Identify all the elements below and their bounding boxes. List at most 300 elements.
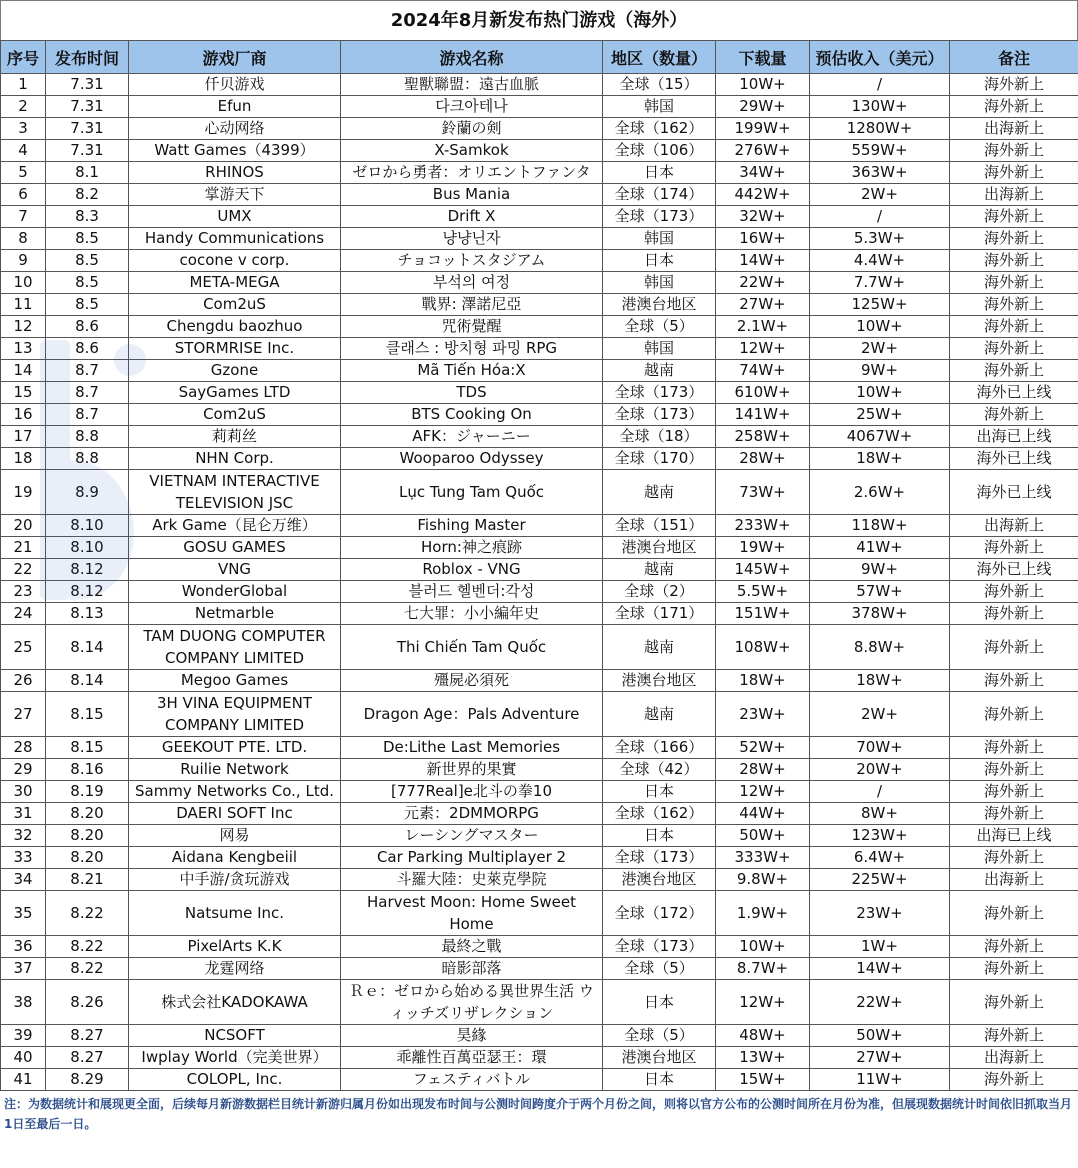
cell-region: 全球（42） (603, 759, 716, 781)
cell-revenue: 10W+ (810, 316, 950, 338)
cell-downloads: 22W+ (716, 272, 810, 294)
cell-region: 港澳台地区 (603, 294, 716, 316)
cell-index: 24 (1, 603, 46, 625)
cell-revenue: 9W+ (810, 559, 950, 581)
cell-index: 22 (1, 559, 46, 581)
cell-region: 日本 (603, 250, 716, 272)
cell-release-date: 8.1 (46, 162, 129, 184)
cell-region: 韩国 (603, 96, 716, 118)
cell-publisher: 龙霆网络 (129, 958, 341, 980)
cell-publisher: Aidana Kengbeiil (129, 847, 341, 869)
cell-downloads: 12W+ (716, 781, 810, 803)
cell-index: 3 (1, 118, 46, 140)
cell-downloads: 14W+ (716, 250, 810, 272)
cell-release-date: 8.22 (46, 958, 129, 980)
cell-downloads: 108W+ (716, 625, 810, 670)
table-row (1, 803, 1078, 825)
cell-downloads: 23W+ (716, 692, 810, 737)
cell-revenue: 6.4W+ (810, 847, 950, 869)
cell-release-date: 8.6 (46, 338, 129, 360)
cell-game-name: 다크아테나 (341, 96, 603, 118)
cell-downloads: 29W+ (716, 96, 810, 118)
cell-index: 40 (1, 1047, 46, 1069)
cell-game-name: 昊緣 (341, 1025, 603, 1047)
cell-region: 韩国 (603, 272, 716, 294)
cell-publisher: Megoo Games (129, 670, 341, 692)
table-row (1, 338, 1078, 360)
table-row (1, 847, 1078, 869)
cell-region: 全球（173） (603, 404, 716, 426)
cell-remark: 海外新上 (950, 980, 1078, 1025)
cell-index: 7 (1, 206, 46, 228)
cell-revenue: 363W+ (810, 162, 950, 184)
cell-index: 4 (1, 140, 46, 162)
cell-release-date: 8.21 (46, 869, 129, 891)
cell-publisher: Ruilie Network (129, 759, 341, 781)
cell-downloads: 610W+ (716, 382, 810, 404)
cell-game-name: Lục Tung Tam Quốc (341, 470, 603, 515)
cell-index: 1 (1, 74, 46, 96)
cell-remark: 海外新上 (950, 162, 1078, 184)
cell-release-date: 8.13 (46, 603, 129, 625)
cell-game-name: 新世界的果實 (341, 759, 603, 781)
cell-revenue: 4.4W+ (810, 250, 950, 272)
cell-region: 全球（5） (603, 316, 716, 338)
cell-remark: 海外新上 (950, 670, 1078, 692)
cell-release-date: 7.31 (46, 96, 129, 118)
cell-downloads: 48W+ (716, 1025, 810, 1047)
header-revenue: 预估收入（美元） (810, 41, 950, 74)
cell-revenue: 23W+ (810, 891, 950, 936)
cell-region: 港澳台地区 (603, 537, 716, 559)
cell-region: 越南 (603, 360, 716, 382)
cell-remark: 出海新上 (950, 118, 1078, 140)
cell-downloads: 12W+ (716, 338, 810, 360)
cell-game-name: チョコットスタジアム (341, 250, 603, 272)
cell-remark: 海外新上 (950, 338, 1078, 360)
cell-remark: 海外新上 (950, 96, 1078, 118)
cell-downloads: 19W+ (716, 537, 810, 559)
header-release-date: 发布时间 (46, 41, 129, 74)
table-row (1, 316, 1078, 338)
cell-release-date: 8.27 (46, 1047, 129, 1069)
cell-revenue: 25W+ (810, 404, 950, 426)
cell-game-name: X-Samkok (341, 140, 603, 162)
cell-downloads: 442W+ (716, 184, 810, 206)
cell-downloads: 28W+ (716, 759, 810, 781)
table-row (1, 692, 1078, 737)
cell-game-name: 殭屍必須死 (341, 670, 603, 692)
cell-release-date: 8.2 (46, 184, 129, 206)
cell-release-date: 7.31 (46, 74, 129, 96)
cell-publisher: Com2uS (129, 294, 341, 316)
cell-remark: 海外新上 (950, 692, 1078, 737)
cell-revenue: 118W+ (810, 515, 950, 537)
cell-game-name: Dragon Age：Pals Adventure (341, 692, 603, 737)
cell-release-date: 8.5 (46, 250, 129, 272)
cell-revenue: 2.6W+ (810, 470, 950, 515)
cell-release-date: 8.15 (46, 737, 129, 759)
footnote: 注：为数据统计和展现更全面，后续每月新游数据栏目统计新游归属月份如出现发布时间与公测时间跨度介于两个月份之间，则将以官方公布的公测时间所在月份为准，但展现数据统计时间依旧抓取当月1日至最后一日。 (4, 1097, 1073, 1131)
cell-release-date: 8.14 (46, 670, 129, 692)
cell-region: 越南 (603, 692, 716, 737)
cell-region: 越南 (603, 625, 716, 670)
cell-revenue: 9W+ (810, 360, 950, 382)
header-index: 序号 (1, 41, 46, 74)
cell-publisher: STORMRISE Inc. (129, 338, 341, 360)
cell-revenue: 5.3W+ (810, 228, 950, 250)
cell-index: 13 (1, 338, 46, 360)
cell-downloads: 52W+ (716, 737, 810, 759)
cell-release-date: 8.8 (46, 426, 129, 448)
cell-revenue: / (810, 74, 950, 96)
cell-index: 34 (1, 869, 46, 891)
cell-publisher: TAM DUONG COMPUTER COMPANY LIMITED (129, 625, 341, 670)
table-row (1, 1047, 1078, 1069)
cell-index: 5 (1, 162, 46, 184)
header-game-name: 游戏名称 (341, 41, 603, 74)
cell-remark: 海外新上 (950, 847, 1078, 869)
cell-index: 36 (1, 936, 46, 958)
cell-release-date: 8.20 (46, 825, 129, 847)
table-row (1, 1069, 1078, 1091)
cell-index: 14 (1, 360, 46, 382)
cell-revenue: 4067W+ (810, 426, 950, 448)
cell-remark: 海外新上 (950, 537, 1078, 559)
cell-release-date: 8.15 (46, 692, 129, 737)
cell-revenue: 57W+ (810, 581, 950, 603)
cell-publisher: Handy Communications (129, 228, 341, 250)
cell-remark: 海外新上 (950, 272, 1078, 294)
cell-region: 全球（174） (603, 184, 716, 206)
cell-remark: 海外新上 (950, 958, 1078, 980)
cell-publisher: 心动网络 (129, 118, 341, 140)
cell-remark: 海外新上 (950, 737, 1078, 759)
cell-release-date: 8.8 (46, 448, 129, 470)
cell-downloads: 1.9W+ (716, 891, 810, 936)
cell-remark: 海外新上 (950, 1025, 1078, 1047)
cell-downloads: 333W+ (716, 847, 810, 869)
cell-publisher: VNG (129, 559, 341, 581)
cell-revenue: 10W+ (810, 382, 950, 404)
cell-revenue: 11W+ (810, 1069, 950, 1091)
cell-release-date: 8.5 (46, 272, 129, 294)
cell-index: 37 (1, 958, 46, 980)
cell-downloads: 199W+ (716, 118, 810, 140)
cell-release-date: 8.12 (46, 559, 129, 581)
cell-downloads: 13W+ (716, 1047, 810, 1069)
cell-remark: 出海新上 (950, 869, 1078, 891)
cell-index: 6 (1, 184, 46, 206)
cell-region: 韩国 (603, 338, 716, 360)
cell-game-name: BTS Cooking On (341, 404, 603, 426)
cell-index: 19 (1, 470, 46, 515)
cell-remark: 海外新上 (950, 74, 1078, 96)
cell-revenue: 378W+ (810, 603, 950, 625)
cell-revenue: 70W+ (810, 737, 950, 759)
table-title: 2024年8月新发布热门游戏（海外） (0, 0, 1078, 40)
cell-downloads: 10W+ (716, 74, 810, 96)
cell-publisher: 株式会社KADOKAWA (129, 980, 341, 1025)
cell-remark: 海外新上 (950, 603, 1078, 625)
cell-release-date: 8.12 (46, 581, 129, 603)
cell-downloads: 44W+ (716, 803, 810, 825)
cell-publisher: 网易 (129, 825, 341, 847)
cell-game-name: Thi Chiến Tam Quốc (341, 625, 603, 670)
cell-region: 韩国 (603, 228, 716, 250)
cell-revenue: 50W+ (810, 1025, 950, 1047)
games-table (0, 40, 1078, 1091)
table-body (1, 74, 1078, 1091)
table-row (1, 250, 1078, 272)
cell-region: 全球（106） (603, 140, 716, 162)
cell-index: 31 (1, 803, 46, 825)
cell-publisher: GOSU GAMES (129, 537, 341, 559)
cell-index: 35 (1, 891, 46, 936)
cell-remark: 海外新上 (950, 891, 1078, 936)
cell-index: 30 (1, 781, 46, 803)
cell-publisher: PixelArts K.K (129, 936, 341, 958)
table-row (1, 184, 1078, 206)
cell-region: 全球（18） (603, 426, 716, 448)
cell-release-date: 8.10 (46, 515, 129, 537)
cell-release-date: 8.22 (46, 936, 129, 958)
cell-publisher: 掌游天下 (129, 184, 341, 206)
cell-publisher: META-MEGA (129, 272, 341, 294)
cell-revenue: 123W+ (810, 825, 950, 847)
cell-remark: 出海已上线 (950, 426, 1078, 448)
cell-index: 39 (1, 1025, 46, 1047)
cell-release-date: 8.10 (46, 537, 129, 559)
table-row (1, 294, 1078, 316)
table-row (1, 759, 1078, 781)
cell-game-name: Fishing Master (341, 515, 603, 537)
cell-release-date: 8.5 (46, 228, 129, 250)
cell-revenue: 41W+ (810, 537, 950, 559)
cell-release-date: 8.14 (46, 625, 129, 670)
cell-publisher: DAERI SOFT Inc (129, 803, 341, 825)
table-row (1, 96, 1078, 118)
cell-game-name: 暗影部落 (341, 958, 603, 980)
cell-game-name: 聖獸聯盟：遠古血脈 (341, 74, 603, 96)
cell-publisher: 3H VINA EQUIPMENT COMPANY LIMITED (129, 692, 341, 737)
cell-index: 17 (1, 426, 46, 448)
cell-remark: 海外新上 (950, 228, 1078, 250)
cell-region: 全球（173） (603, 382, 716, 404)
table-row (1, 118, 1078, 140)
cell-index: 11 (1, 294, 46, 316)
cell-remark: 海外新上 (950, 250, 1078, 272)
cell-game-name: Mã Tiến Hóa:X (341, 360, 603, 382)
cell-downloads: 8.7W+ (716, 958, 810, 980)
cell-game-name: De:Lithe Last Memories (341, 737, 603, 759)
cell-remark: 海外新上 (950, 294, 1078, 316)
cell-region: 全球（173） (603, 847, 716, 869)
cell-revenue: 8.8W+ (810, 625, 950, 670)
cell-game-name: 戰界: 澤諾尼亞 (341, 294, 603, 316)
cell-revenue: 8W+ (810, 803, 950, 825)
cell-revenue: 27W+ (810, 1047, 950, 1069)
cell-index: 12 (1, 316, 46, 338)
cell-publisher: SayGames LTD (129, 382, 341, 404)
cell-game-name: Horn:神之痕跡 (341, 537, 603, 559)
cell-game-name: 七大罪：小小編年史 (341, 603, 603, 625)
cell-publisher: Efun (129, 96, 341, 118)
table-row (1, 140, 1078, 162)
cell-publisher: VIETNAM INTERACTIVE TELEVISION JSC (129, 470, 341, 515)
cell-publisher: NCSOFT (129, 1025, 341, 1047)
cell-release-date: 8.7 (46, 360, 129, 382)
cell-release-date: 7.31 (46, 140, 129, 162)
cell-index: 29 (1, 759, 46, 781)
cell-revenue: 7.7W+ (810, 272, 950, 294)
cell-publisher: WonderGlobal (129, 581, 341, 603)
cell-remark: 出海已上线 (950, 825, 1078, 847)
table-row (1, 272, 1078, 294)
cell-region: 全球（5） (603, 1025, 716, 1047)
cell-release-date: 8.3 (46, 206, 129, 228)
cell-publisher: cocone v corp. (129, 250, 341, 272)
cell-release-date: 7.31 (46, 118, 129, 140)
header-row (1, 41, 1078, 74)
table-row (1, 228, 1078, 250)
cell-index: 8 (1, 228, 46, 250)
cell-downloads: 27W+ (716, 294, 810, 316)
cell-publisher: Watt Games（4399） (129, 140, 341, 162)
cell-remark: 出海新上 (950, 1047, 1078, 1069)
cell-publisher: Sammy Networks Co., Ltd. (129, 781, 341, 803)
cell-remark: 海外已上线 (950, 470, 1078, 515)
table-row (1, 936, 1078, 958)
cell-remark: 出海新上 (950, 184, 1078, 206)
cell-game-name: 鈴蘭の剣 (341, 118, 603, 140)
cell-game-name: 斗羅大陸：史萊克學院 (341, 869, 603, 891)
cell-downloads: 145W+ (716, 559, 810, 581)
cell-downloads: 16W+ (716, 228, 810, 250)
cell-revenue: 22W+ (810, 980, 950, 1025)
cell-index: 28 (1, 737, 46, 759)
cell-region: 日本 (603, 162, 716, 184)
cell-game-name: 블러드 헬벤더:각성 (341, 581, 603, 603)
cell-remark: 海外新上 (950, 625, 1078, 670)
table-row (1, 980, 1078, 1025)
cell-region: 全球（2） (603, 581, 716, 603)
cell-publisher: COLOPL, Inc. (129, 1069, 341, 1091)
cell-remark: 海外新上 (950, 581, 1078, 603)
cell-release-date: 8.27 (46, 1025, 129, 1047)
cell-publisher: Gzone (129, 360, 341, 382)
cell-remark: 海外已上线 (950, 559, 1078, 581)
table-row (1, 515, 1078, 537)
cell-remark: 海外已上线 (950, 448, 1078, 470)
cell-region: 全球（151） (603, 515, 716, 537)
cell-publisher: 仟贝游戏 (129, 74, 341, 96)
cell-publisher: Netmarble (129, 603, 341, 625)
cell-index: 16 (1, 404, 46, 426)
cell-game-name: 最終之戰 (341, 936, 603, 958)
cell-release-date: 8.9 (46, 470, 129, 515)
cell-game-name: AFK：ジャーニー (341, 426, 603, 448)
cell-remark: 出海新上 (950, 515, 1078, 537)
cell-game-name: [777Real]e北斗の拳10 (341, 781, 603, 803)
cell-downloads: 233W+ (716, 515, 810, 537)
table-row (1, 781, 1078, 803)
cell-release-date: 8.5 (46, 294, 129, 316)
cell-downloads: 74W+ (716, 360, 810, 382)
cell-revenue: 559W+ (810, 140, 950, 162)
cell-revenue: / (810, 206, 950, 228)
cell-release-date: 8.7 (46, 404, 129, 426)
header-publisher: 游戏厂商 (129, 41, 341, 74)
table-row (1, 360, 1078, 382)
cell-publisher: 莉莉丝 (129, 426, 341, 448)
cell-downloads: 2.1W+ (716, 316, 810, 338)
header-downloads: 下载量 (716, 41, 810, 74)
cell-revenue: 225W+ (810, 869, 950, 891)
table-row (1, 470, 1078, 515)
cell-index: 15 (1, 382, 46, 404)
table-row (1, 869, 1078, 891)
cell-downloads: 34W+ (716, 162, 810, 184)
cell-region: 日本 (603, 1069, 716, 1091)
table-row (1, 581, 1078, 603)
cell-publisher: GEEKOUT PTE. LTD. (129, 737, 341, 759)
cell-revenue: 125W+ (810, 294, 950, 316)
cell-downloads: 258W+ (716, 426, 810, 448)
cell-publisher: UMX (129, 206, 341, 228)
table-row (1, 1025, 1078, 1047)
table-row (1, 891, 1078, 936)
cell-downloads: 15W+ (716, 1069, 810, 1091)
cell-remark: 海外已上线 (950, 382, 1078, 404)
cell-publisher: Ark Game（昆仑万维） (129, 515, 341, 537)
cell-index: 33 (1, 847, 46, 869)
cell-publisher: Iwplay World（完美世界） (129, 1047, 341, 1069)
cell-region: 全球（162） (603, 118, 716, 140)
table-row (1, 559, 1078, 581)
cell-revenue: 2W+ (810, 692, 950, 737)
cell-game-name: Wooparoo Odyssey (341, 448, 603, 470)
cell-index: 41 (1, 1069, 46, 1091)
cell-publisher: Natsume Inc. (129, 891, 341, 936)
cell-game-name: 클래스 : 방치형 파밍 RPG (341, 338, 603, 360)
cell-region: 全球（171） (603, 603, 716, 625)
header-remark: 备注 (950, 41, 1078, 74)
table-row (1, 404, 1078, 426)
cell-region: 全球（173） (603, 206, 716, 228)
cell-game-name: Roblox - VNG (341, 559, 603, 581)
cell-revenue: 14W+ (810, 958, 950, 980)
cell-region: 全球（173） (603, 936, 716, 958)
cell-downloads: 141W+ (716, 404, 810, 426)
cell-game-name: Drift X (341, 206, 603, 228)
cell-region: 越南 (603, 470, 716, 515)
cell-region: 日本 (603, 781, 716, 803)
cell-publisher: Chengdu baozhuo (129, 316, 341, 338)
cell-remark: 海外新上 (950, 360, 1078, 382)
cell-region: 全球（166） (603, 737, 716, 759)
table-row (1, 162, 1078, 184)
cell-region: 港澳台地区 (603, 869, 716, 891)
cell-remark: 海外新上 (950, 404, 1078, 426)
cell-downloads: 73W+ (716, 470, 810, 515)
cell-downloads: 151W+ (716, 603, 810, 625)
cell-release-date: 8.22 (46, 891, 129, 936)
cell-game-name: ゼロから勇者：オリエントファンタ (341, 162, 603, 184)
table-row (1, 625, 1078, 670)
cell-publisher: 中手游/贪玩游戏 (129, 869, 341, 891)
cell-index: 10 (1, 272, 46, 294)
